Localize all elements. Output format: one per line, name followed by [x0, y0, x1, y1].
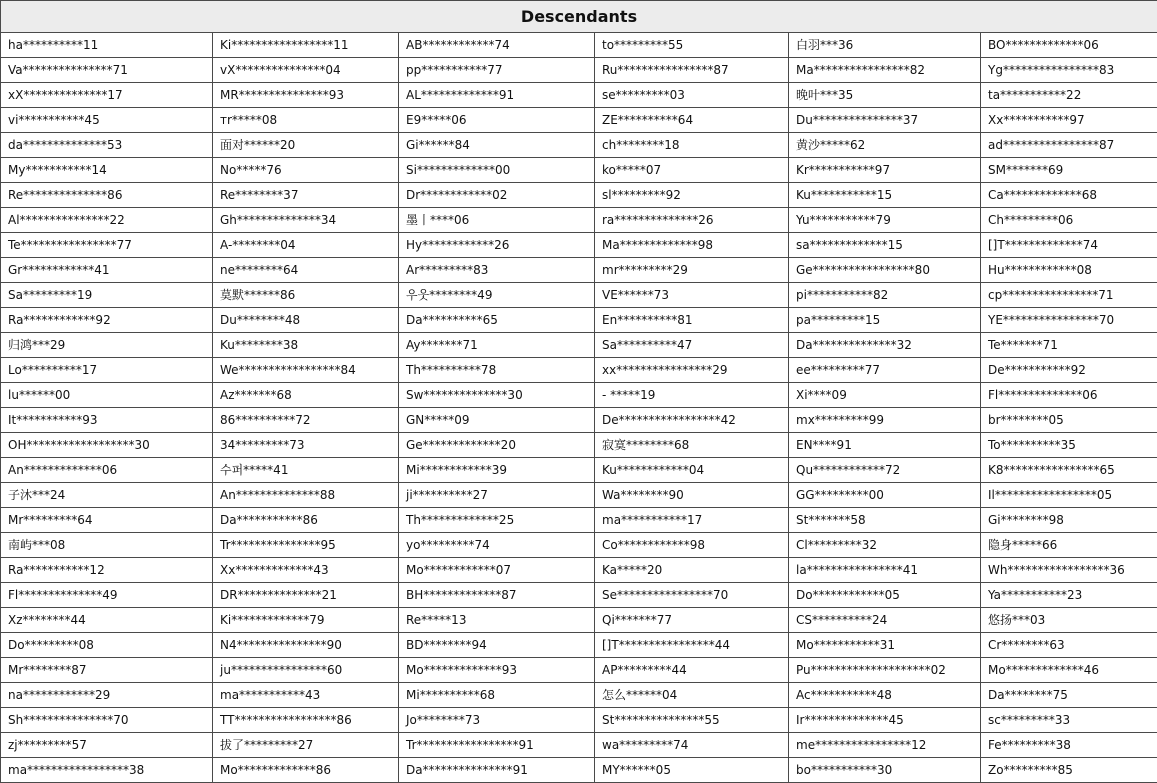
table-title: Descendants — [1, 1, 1157, 33]
descendant-name-cell: Mi**********68 — [399, 683, 595, 708]
descendant-name-cell: 子沐***24 — [1, 483, 213, 508]
table-row — [1, 183, 1157, 208]
descendant-name-cell: TT*****************86 — [213, 708, 399, 733]
descendant-name-cell: 面对******20 — [213, 133, 399, 158]
table-row — [1, 358, 1157, 383]
descendant-name-cell: ZE**********64 — [595, 108, 789, 133]
descendant-name-cell: Mr********87 — [1, 658, 213, 683]
table-row — [1, 658, 1157, 683]
table-row — [1, 683, 1157, 708]
descendant-name-cell: BD********94 — [399, 633, 595, 658]
table-row — [1, 508, 1157, 533]
descendant-name-cell: lu******00 — [1, 383, 213, 408]
table-row — [1, 333, 1157, 358]
table-row — [1, 108, 1157, 133]
descendant-name-cell: BO*************06 — [981, 33, 1157, 58]
descendant-name-cell: Zo*********85 — [981, 758, 1157, 783]
descendant-name-cell: Va***************71 — [1, 58, 213, 83]
descendant-name-cell: pp***********77 — [399, 58, 595, 83]
descendant-name-cell: Mo************07 — [399, 558, 595, 583]
descendant-name-cell: Fl**************06 — [981, 383, 1157, 408]
descendant-name-cell: It***********93 — [1, 408, 213, 433]
descendant-name-cell: Ca*************68 — [981, 183, 1157, 208]
descendant-name-cell: 34*********73 — [213, 433, 399, 458]
descendant-name-cell: Qi*******77 — [595, 608, 789, 633]
descendant-name-cell: []T*************74 — [981, 233, 1157, 258]
descendant-name-cell: Yu***********79 — [789, 208, 981, 233]
descendant-name-cell: SM*******69 — [981, 158, 1157, 183]
table-row — [1, 533, 1157, 558]
descendant-name-cell: 墨丨****06 — [399, 208, 595, 233]
descendant-name-cell: ma***********43 — [213, 683, 399, 708]
descendant-name-cell: ta***********22 — [981, 83, 1157, 108]
table-row — [1, 408, 1157, 433]
descendant-name-cell: 怎么******04 — [595, 683, 789, 708]
descendant-name-cell: 黄沙*****62 — [789, 133, 981, 158]
descendant-name-cell: YE****************70 — [981, 308, 1157, 333]
descendant-name-cell: A-********04 — [213, 233, 399, 258]
descendant-name-cell: N4***************90 — [213, 633, 399, 658]
descendant-name-cell: AL*************91 — [399, 83, 595, 108]
descendant-name-cell: Th**********78 — [399, 358, 595, 383]
descendant-name-cell: sa*************15 — [789, 233, 981, 258]
descendant-name-cell: Ra************92 — [1, 308, 213, 333]
descendant-name-cell: 南屿***08 — [1, 533, 213, 558]
descendant-name-cell: GN*****09 — [399, 408, 595, 433]
descendant-name-cell: En**********81 — [595, 308, 789, 333]
descendant-name-cell: sc*********33 — [981, 708, 1157, 733]
descendant-name-cell: Yg****************83 — [981, 58, 1157, 83]
descendant-name-cell: xX**************17 — [1, 83, 213, 108]
descendant-name-cell: wa*********74 — [595, 733, 789, 758]
descendant-name-cell: Cr********63 — [981, 633, 1157, 658]
descendant-name-cell: My***********14 — [1, 158, 213, 183]
descendant-name-cell: Mr*********64 — [1, 508, 213, 533]
descendant-name-cell: EN****91 — [789, 433, 981, 458]
descendant-name-cell: mx*********99 — [789, 408, 981, 433]
descendant-name-cell: Il*****************05 — [981, 483, 1157, 508]
descendant-name-cell: Xz********44 — [1, 608, 213, 633]
descendant-name-cell: Ge*************20 — [399, 433, 595, 458]
descendant-name-cell: Ir**************45 — [789, 708, 981, 733]
descendant-name-cell: Ch*********06 — [981, 208, 1157, 233]
descendant-name-cell: bo***********30 — [789, 758, 981, 783]
descendant-name-cell: To**********35 — [981, 433, 1157, 458]
descendant-name-cell: Ge*****************80 — [789, 258, 981, 283]
descendant-name-cell: Ar*********83 — [399, 258, 595, 283]
descendant-name-cell: 隐身*****66 — [981, 533, 1157, 558]
descendant-name-cell: Ru****************87 — [595, 58, 789, 83]
descendant-name-cell: CS**********24 — [789, 608, 981, 633]
descendant-name-cell: 寂寞********68 — [595, 433, 789, 458]
table-row — [1, 83, 1157, 108]
descendant-name-cell: to*********55 — [595, 33, 789, 58]
table-row — [1, 708, 1157, 733]
descendant-name-cell: Pu********************02 — [789, 658, 981, 683]
descendant-name-cell: Xx***********97 — [981, 108, 1157, 133]
descendant-name-cell: Mo***********31 — [789, 633, 981, 658]
descendant-name-cell: ju****************60 — [213, 658, 399, 683]
table-row — [1, 433, 1157, 458]
descendant-name-cell: - *****19 — [595, 383, 789, 408]
descendant-name-cell: la****************41 — [789, 558, 981, 583]
descendant-name-cell: Co************98 — [595, 533, 789, 558]
table-row — [1, 283, 1157, 308]
descendant-name-cell: ji**********27 — [399, 483, 595, 508]
descendant-name-cell: Mi************39 — [399, 458, 595, 483]
descendant-name-cell: Sh***************70 — [1, 708, 213, 733]
descendant-name-cell: MY******05 — [595, 758, 789, 783]
descendant-name-cell: br********05 — [981, 408, 1157, 433]
descendant-name-cell: Dr************02 — [399, 183, 595, 208]
descendant-name-cell: Ma*************98 — [595, 233, 789, 258]
descendant-name-cell: pi***********82 — [789, 283, 981, 308]
descendant-name-cell: Do************05 — [789, 583, 981, 608]
descendant-name-cell: Da***********86 — [213, 508, 399, 533]
descendant-name-cell: pa*********15 — [789, 308, 981, 333]
descendant-name-cell: An*************06 — [1, 458, 213, 483]
descendant-name-cell: sl*********92 — [595, 183, 789, 208]
descendant-name-cell: DR**************21 — [213, 583, 399, 608]
table-row — [1, 233, 1157, 258]
descendant-name-cell: Tr*****************91 — [399, 733, 595, 758]
descendant-name-cell: vX***************04 — [213, 58, 399, 83]
descendant-name-cell: Se****************70 — [595, 583, 789, 608]
table-row — [1, 258, 1157, 283]
descendant-name-cell: Wh*****************36 — [981, 558, 1157, 583]
descendant-name-cell: Ki*****************11 — [213, 33, 399, 58]
descendant-name-cell: Xi****09 — [789, 383, 981, 408]
descendant-name-cell: BH*************87 — [399, 583, 595, 608]
descendant-name-cell: Ma****************82 — [789, 58, 981, 83]
descendant-name-cell: na************29 — [1, 683, 213, 708]
descendant-name-cell: Da***************91 — [399, 758, 595, 783]
descendant-name-cell: An**************88 — [213, 483, 399, 508]
descendant-name-cell: Ku************04 — [595, 458, 789, 483]
descendant-name-cell: ha**********11 — [1, 33, 213, 58]
table-row — [1, 208, 1157, 233]
descendant-name-cell: ad****************87 — [981, 133, 1157, 158]
table-row — [1, 633, 1157, 658]
descendant-name-cell: []T****************44 — [595, 633, 789, 658]
descendant-name-cell: Gi********98 — [981, 508, 1157, 533]
descendant-name-cell: Ki*************79 — [213, 608, 399, 633]
descendant-name-cell: zj*********57 — [1, 733, 213, 758]
descendant-name-cell: Ay*******71 — [399, 333, 595, 358]
descendant-name-cell: 悠扬***03 — [981, 608, 1157, 633]
table-row — [1, 58, 1157, 83]
descendant-name-cell: De***********92 — [981, 358, 1157, 383]
descendant-name-cell: me****************12 — [789, 733, 981, 758]
descendant-name-cell: OH******************30 — [1, 433, 213, 458]
descendant-name-cell: Do*********08 — [1, 633, 213, 658]
descendant-name-cell: Ac***********48 — [789, 683, 981, 708]
descendant-name-cell: ee*********77 — [789, 358, 981, 383]
descendant-name-cell: 우웃********49 — [399, 283, 595, 308]
table-header-row — [1, 1, 1157, 33]
table-row — [1, 608, 1157, 633]
descendant-name-cell: Th*************25 — [399, 508, 595, 533]
table-row — [1, 308, 1157, 333]
descendant-name-cell: mr*********29 — [595, 258, 789, 283]
descendant-name-cell: ma***********17 — [595, 508, 789, 533]
table-body — [1, 33, 1157, 783]
descendant-name-cell: Hu************08 — [981, 258, 1157, 283]
descendant-name-cell: Cl*********32 — [789, 533, 981, 558]
descendant-name-cell: ko*****07 — [595, 158, 789, 183]
descendant-name-cell: Fe*********38 — [981, 733, 1157, 758]
descendant-name-cell: VE******73 — [595, 283, 789, 308]
descendant-name-cell: We*****************84 — [213, 358, 399, 383]
descendant-name-cell: Ra***********12 — [1, 558, 213, 583]
descendant-name-cell: Te*******71 — [981, 333, 1157, 358]
descendant-name-cell: 晚叶***35 — [789, 83, 981, 108]
descendant-name-cell: Re*****13 — [399, 608, 595, 633]
descendant-name-cell: Al***************22 — [1, 208, 213, 233]
descendant-name-cell: Tr***************95 — [213, 533, 399, 558]
descendant-name-cell: xx****************29 — [595, 358, 789, 383]
descendant-name-cell: AP*********44 — [595, 658, 789, 683]
descendant-name-cell: Wa********90 — [595, 483, 789, 508]
descendant-name-cell: Lo**********17 — [1, 358, 213, 383]
descendant-name-cell: Mo*************86 — [213, 758, 399, 783]
descendant-name-cell: Az*******68 — [213, 383, 399, 408]
descendant-name-cell: 白羽***36 — [789, 33, 981, 58]
descendant-name-cell: Ya***********23 — [981, 583, 1157, 608]
descendant-name-cell: Sw**************30 — [399, 383, 595, 408]
descendant-name-cell: Ka*****20 — [595, 558, 789, 583]
descendant-name-cell: Sa**********47 — [595, 333, 789, 358]
descendant-name-cell: se*********03 — [595, 83, 789, 108]
descendant-name-cell: vi***********45 — [1, 108, 213, 133]
table-row — [1, 558, 1157, 583]
table-row — [1, 158, 1157, 183]
descendant-name-cell: Si*************00 — [399, 158, 595, 183]
descendant-name-cell: Du***************37 — [789, 108, 981, 133]
descendant-name-cell: 归鸿***29 — [1, 333, 213, 358]
descendant-name-cell: Re**************86 — [1, 183, 213, 208]
descendant-name-cell: cp****************71 — [981, 283, 1157, 308]
descendant-name-cell: Gr************41 — [1, 258, 213, 283]
descendant-name-cell: Mo*************93 — [399, 658, 595, 683]
descendant-name-cell: GG*********00 — [789, 483, 981, 508]
descendant-name-cell: ne********64 — [213, 258, 399, 283]
descendant-name-cell: Mo*************46 — [981, 658, 1157, 683]
descendant-name-cell: yo*********74 — [399, 533, 595, 558]
descendant-name-cell: De*****************42 — [595, 408, 789, 433]
descendant-name-cell: E9*****06 — [399, 108, 595, 133]
descendant-name-cell: Re********37 — [213, 183, 399, 208]
table-row — [1, 483, 1157, 508]
descendant-name-cell: Da********75 — [981, 683, 1157, 708]
descendant-name-cell: Te****************77 — [1, 233, 213, 258]
descendant-name-cell: 拔了*********27 — [213, 733, 399, 758]
descendant-name-cell: Du********48 — [213, 308, 399, 333]
descendant-name-cell: ra**************26 — [595, 208, 789, 233]
descendant-name-cell: MR***************93 — [213, 83, 399, 108]
descendant-name-cell: Ku***********15 — [789, 183, 981, 208]
descendant-name-cell: 莫默******86 — [213, 283, 399, 308]
descendant-name-cell: AB************74 — [399, 33, 595, 58]
descendant-name-cell: Gi******84 — [399, 133, 595, 158]
table-row — [1, 33, 1157, 58]
descendant-name-cell: Qu************72 — [789, 458, 981, 483]
table-row — [1, 733, 1157, 758]
descendant-name-cell: St*******58 — [789, 508, 981, 533]
descendant-name-cell: Ku********38 — [213, 333, 399, 358]
descendant-name-cell: Jo********73 — [399, 708, 595, 733]
descendant-name-cell: Da**************32 — [789, 333, 981, 358]
descendant-name-cell: тr*****08 — [213, 108, 399, 133]
descendant-name-cell: Da**********65 — [399, 308, 595, 333]
descendant-name-cell: Xx*************43 — [213, 558, 399, 583]
descendant-name-cell: K8****************65 — [981, 458, 1157, 483]
table-row — [1, 133, 1157, 158]
descendant-name-cell: Hy************26 — [399, 233, 595, 258]
table-row — [1, 583, 1157, 608]
table-row — [1, 758, 1157, 783]
table-row — [1, 458, 1157, 483]
descendant-name-cell: Fl**************49 — [1, 583, 213, 608]
descendant-name-cell: 86**********72 — [213, 408, 399, 433]
descendant-name-cell: No*****76 — [213, 158, 399, 183]
table-row — [1, 383, 1157, 408]
descendant-name-cell: ch********18 — [595, 133, 789, 158]
descendant-name-cell: Sa*********19 — [1, 283, 213, 308]
descendant-name-cell: Gh**************34 — [213, 208, 399, 233]
descendant-name-cell: da**************53 — [1, 133, 213, 158]
descendant-name-cell: 수퍼*****41 — [213, 458, 399, 483]
descendant-name-cell: St***************55 — [595, 708, 789, 733]
descendant-name-cell: Kr***********97 — [789, 158, 981, 183]
descendant-name-cell: ma*****************38 — [1, 758, 213, 783]
